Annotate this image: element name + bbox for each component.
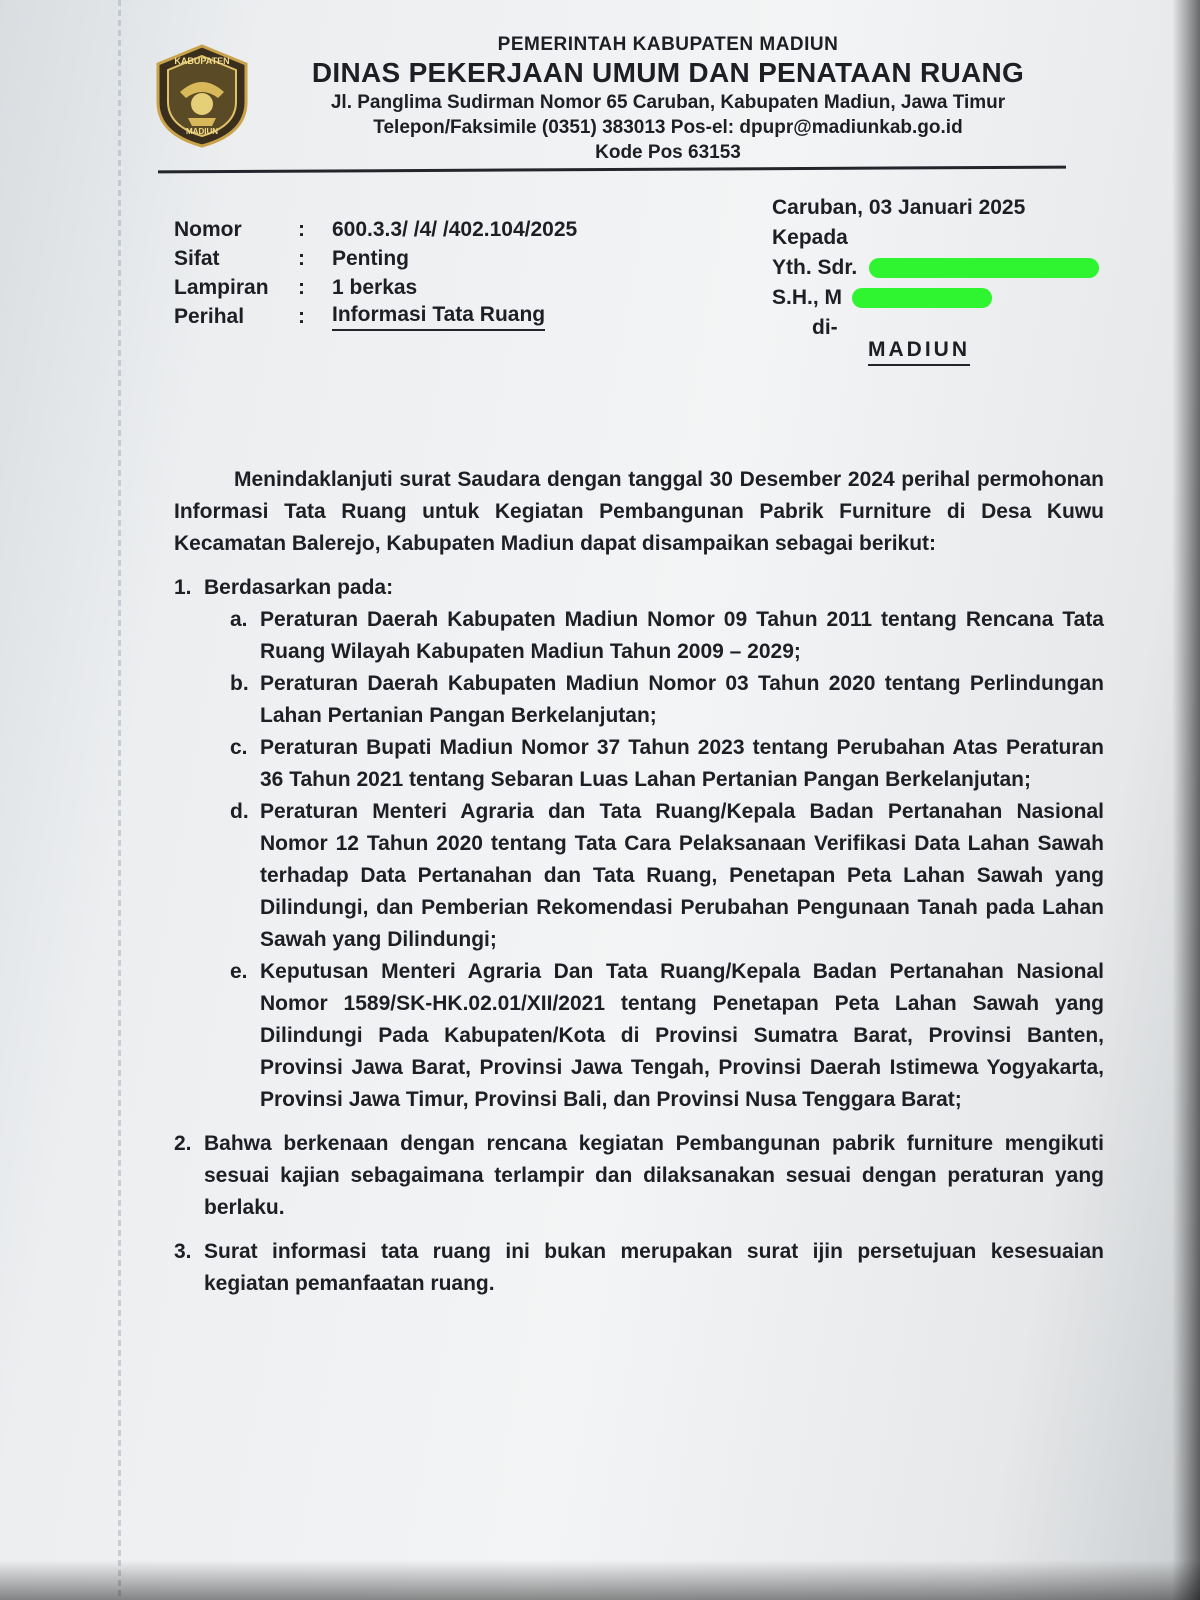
recipient-line	[772, 256, 1099, 286]
letter-meta	[174, 215, 577, 331]
item-number: 1.	[174, 576, 192, 599]
addressee-block	[772, 196, 1099, 346]
meta-value: Informasi Tata Ruang	[332, 303, 545, 331]
meta-value: 1 berkas	[332, 275, 418, 299]
sub-item	[230, 732, 1104, 796]
item-number: 3.	[174, 1240, 192, 1263]
svg-text:MADIUN: MADIUN	[186, 127, 218, 136]
item-text	[204, 572, 1104, 1116]
meta-lampiran	[174, 273, 577, 302]
list-item	[174, 1236, 1104, 1300]
government-name: PEMERINTAH KABUPATEN MADIUN	[497, 34, 839, 55]
postal-code: Kode Pos 63153	[595, 142, 741, 163]
sub-item	[230, 956, 1104, 1116]
list-item	[174, 1128, 1104, 1224]
item-number: 2.	[174, 1132, 192, 1155]
sub-item	[230, 796, 1104, 956]
letterhead	[268, 34, 1068, 164]
letterhead-divider	[158, 166, 1066, 174]
recipient-title-line	[772, 286, 1099, 316]
sub-letter: d.	[230, 800, 249, 823]
kabupaten-madiun-emblem	[148, 42, 256, 150]
sub-item	[230, 604, 1104, 668]
sub-letter: a.	[230, 608, 248, 631]
meta-sifat	[174, 244, 577, 273]
sub-letter: c.	[230, 736, 248, 759]
page-edge-shadow	[1172, 0, 1200, 1600]
meta-separator: :	[298, 304, 305, 328]
letter-date: Caruban, 03 Januari 2025	[772, 196, 1026, 219]
sub-letter: b.	[230, 672, 249, 695]
list-item	[174, 572, 1104, 1116]
recipient-title: S.H., M	[772, 286, 843, 309]
item-text: Bahwa berkenaan dengan rencana kegiatan Pembangunan pabrik furniture mengikuti sesuai kajian sebagaimana terlampir dan dilaksanakan sesuai dengan peraturan yang berlaku.	[204, 1132, 1104, 1219]
page-bottom-shadow	[0, 1560, 1200, 1600]
department-name: DINAS PEKERJAAN UMUM DAN PENATAAN RUANG	[311, 57, 1025, 88]
redaction-mark	[869, 258, 1099, 278]
meta-separator: :	[298, 246, 305, 270]
meta-separator: :	[298, 217, 305, 241]
opening-paragraph: Menindaklanjuti surat Saudara dengan tanggal 30 Desember 2024 perihal permohonan Informasi Tata Ruang untuk Kegiatan Pembangunan Pabrik Furniture di Desa Kuwu Kecamatan Balerejo, Kabupaten Madiun dapat disampaikan sebagai berikut:	[174, 468, 1104, 555]
meta-label: Perihal	[174, 304, 245, 328]
sub-text: Peraturan Daerah Kabupaten Madiun Nomor 09 Tahun 2011 tentang Rencana Tata Ruang Wilayah Kabupaten Madiun Tahun 2009 – 2029;	[260, 608, 1104, 663]
meta-nomor	[174, 215, 577, 244]
sub-text: Peraturan Daerah Kabupaten Madiun Nomor 03 Tahun 2020 tentang Perlindungan Lahan Pertanian Pangan Berkelanjutan;	[260, 672, 1104, 727]
sub-item	[230, 668, 1104, 732]
item-heading: Berdasarkan pada:	[204, 576, 394, 599]
office-contact: Telepon/Faksimile (0351) 383013 Pos-el: dpupr@madiunkab.go.id	[373, 117, 963, 138]
sub-text: Peraturan Bupati Madiun Nomor 37 Tahun 2023 tentang Perubahan Atas Peraturan 36 Tahun 2021 tentang Sebaran Luas Lahan Pertanian Pangan Berkelanjutan;	[260, 736, 1104, 791]
recipient-city: MADIUN	[868, 338, 970, 366]
redaction-mark	[852, 288, 992, 308]
item-text: Surat informasi tata ruang ini bukan merupakan surat ijin persetujuan kesesuaian kegiatan pemanfaatan ruang.	[204, 1240, 1104, 1295]
meta-value: 600.3.3/ /4/ /402.104/2025	[332, 217, 578, 241]
numbered-list	[174, 572, 1104, 1300]
di-label: di-	[812, 316, 838, 339]
sub-text: Keputusan Menteri Agraria Dan Tata Ruang/Kepala Badan Pertanahan Nasional Nomor 1589/SK-HK.02.01/XII/2021 tentang Penetapan Peta Lahan Sawah yang Dilindungi Pada Kabupaten/Kota di Provinsi Sumatra Barat, Provinsi Banten, Provinsi Jawa Barat, Provinsi Jawa Tengah, Provinsi Daerah Istimewa Yogyakarta, Provinsi Jawa Timur, Provinsi Bali, dan Provinsi Nusa Tenggara Barat;	[260, 960, 1104, 1111]
recipient-salutation: Yth. Sdr.	[772, 256, 858, 279]
meta-label: Sifat	[174, 246, 220, 270]
svg-text:KABUPATEN: KABUPATEN	[174, 56, 230, 66]
meta-perihal	[174, 302, 577, 331]
sub-letter: e.	[230, 960, 248, 983]
office-address: Jl. Panglima Sudirman Nomor 65 Caruban, Kabupaten Madiun, Jawa Timur	[330, 92, 1006, 113]
meta-value: Penting	[332, 246, 409, 270]
meta-label: Lampiran	[174, 275, 269, 299]
letter-body	[174, 464, 1104, 1312]
meta-separator: :	[298, 275, 305, 299]
meta-label: Nomor	[174, 217, 242, 241]
sub-text: Peraturan Menteri Agraria dan Tata Ruang/Kepala Badan Pertanahan Nasional Nomor 12 Tahun 2020 tentang Tata Cara Pelaksanaan Verifikasi Data Lahan Sawah terhadap Data Pertanahan dan Tata Ruang, Penetapan Peta Lahan Sawah yang Dilindungi, dan Pemberian Rekomendasi Perubahan Pengunaan Tanah pada Lahan Sawah yang Dilindungi;	[260, 800, 1104, 951]
kepada-label: Kepada	[772, 226, 848, 249]
